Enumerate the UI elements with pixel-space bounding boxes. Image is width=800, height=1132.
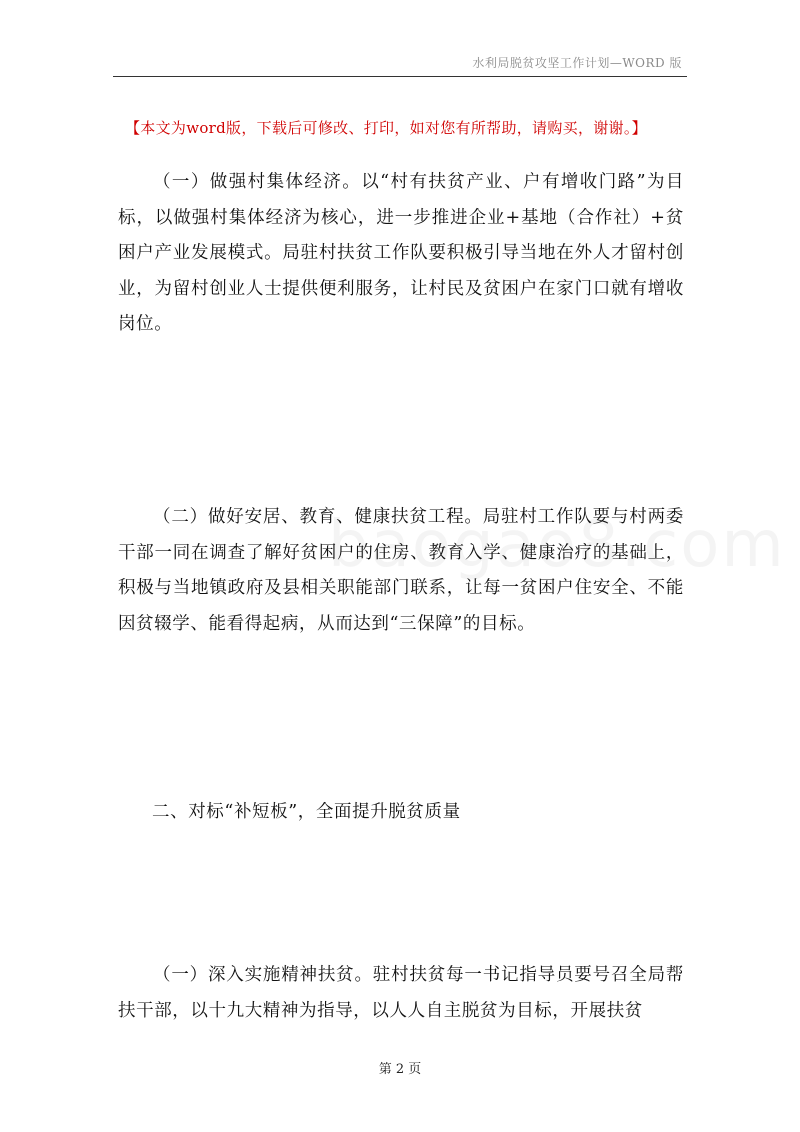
paragraph-3: （一）深入实施精神扶贫。驻村扶贫每一书记指导员要号召全局帮扶干部，以十九大精神为指导，以人人自主脱贫为目标，开展扶贫 xyxy=(118,965,684,1021)
header-rule xyxy=(113,76,687,77)
page-header-title: 水利局脱贫攻坚工作计划—WORD 版 xyxy=(472,56,682,70)
section-heading: 二、对标“补短板”，全面提升脱贫质量 xyxy=(152,802,461,822)
paragraph-1: （一）做强村集体经济。以“村有扶贫产业、户有增收门路”为目标，以做强村集体经济为核心，进一步推进企业+基地（合作社）+贫困户产业发展模式。局驻村扶贫工作队要积极引导当地在外人才留村创业，为留村创业人士提供便利服务，让村民及贫困户在家门口就有增收岗位。 xyxy=(118,172,684,334)
paragraph-2: （二）做好安居、教育、健康扶贫工程。局驻村工作队要与村两委干部一同在调查了解好贫困户的住房、教育入学、健康治疗的基础上，积极与当地镇政府及县相关职能部门联系，让每一贫困户住安全、不能因贫辍学、能看得起病，从而达到“三保障”的目标。 xyxy=(118,507,684,634)
page-number: 第 2 页 xyxy=(378,1062,422,1077)
download-notice: 【本文为word版，下载后可修改、打印，如对您有所帮助，请购买，谢谢。】 xyxy=(125,119,647,137)
